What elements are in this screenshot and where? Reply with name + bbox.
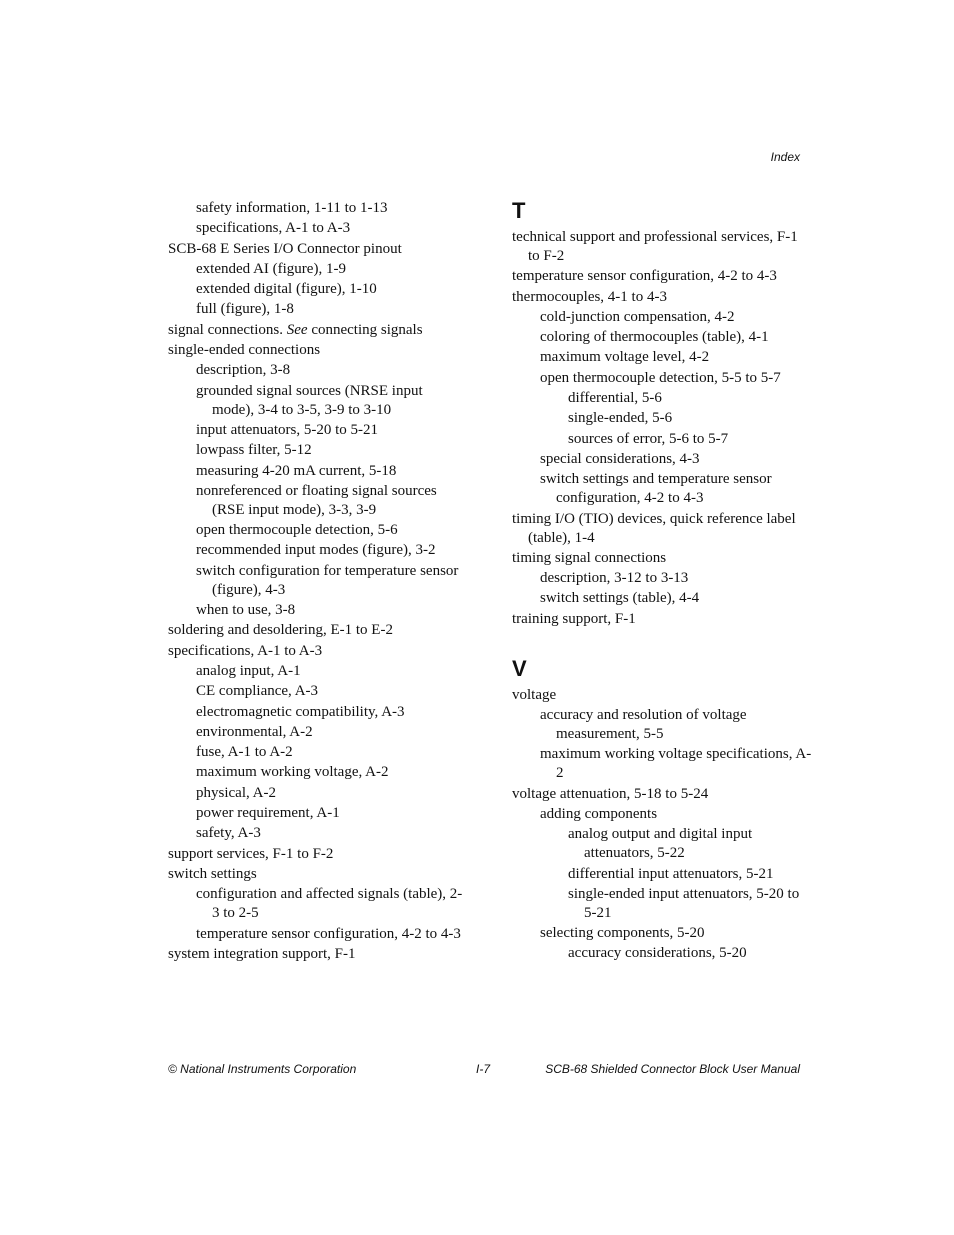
index-entry-level-1: timing signal connections [512, 549, 667, 566]
index-entry-level-2: electromagnetic compatibility, A-3 [196, 703, 405, 720]
page-footer [168, 1062, 800, 1078]
index-entry-level-2: description, 3-8 [196, 362, 291, 379]
index-entry-level-2: switch settings and temperature sensor configuration, 4-2 to 4-3 [540, 471, 772, 507]
index-entry-level-2: measuring 4-20 mA current, 5-18 [196, 462, 397, 479]
index-entry-level-1: technical support and professional services, F-1 to F-2 [512, 229, 798, 264]
index-entry-level-1: system integration support, F-1 [168, 945, 356, 962]
index-entry-level-2: specifications, A-1 to A-3 [196, 220, 351, 237]
index-entry-level-3: differential, 5-6 [568, 390, 662, 407]
index-entry-level-1: soldering and desoldering, E-1 to E-2 [168, 622, 393, 639]
index-entry-level-2: physical, A-2 [196, 784, 276, 801]
index-entry-level-3: sources of error, 5-6 to 5-7 [568, 430, 729, 447]
index-entry-level-2: open thermocouple detection, 5-6 [196, 522, 398, 539]
index-entry-level-2: open thermocouple detection, 5-5 to 5-7 [540, 369, 781, 386]
index-entry-level-1: voltage attenuation, 5-18 to 5-24 [512, 785, 709, 802]
page-number: I-7 [476, 1062, 491, 1076]
index-letter-heading: T [512, 198, 526, 223]
index-entry-level-3: accuracy considerations, 5-20 [568, 945, 747, 962]
index-entry-level-2: temperature sensor configuration, 4-2 to 4-3 [196, 925, 461, 942]
index-entry-level-2: grounded signal sources (NRSE input mode), 3-4 to 3-5, 3-9 to 3-10 [196, 382, 423, 418]
index-entry-level-1: SCB-68 E Series I/O Connector pinout [168, 240, 402, 257]
index-entry-level-2: CE compliance, A-3 [196, 683, 319, 700]
index-entry-level-1: training support, F-1 [512, 610, 636, 627]
index-entry-level-2: analog input, A-1 [196, 662, 301, 679]
see-reference: See [286, 321, 308, 338]
index-letter-heading: V [512, 655, 527, 681]
index-entry-level-2: extended digital (figure), 1-10 [196, 281, 377, 298]
index-entry-text: signal connections. [168, 321, 287, 338]
index-entry-level-1: support services, F-1 to F-2 [168, 845, 334, 862]
index-entry-level-2: environmental, A-2 [196, 723, 313, 740]
index-entry-level-2: accuracy and resolution of voltage measurement, 5-5 [540, 707, 747, 743]
index-entry-level-2: safety, A-3 [196, 825, 261, 842]
index-entry-level-2: input attenuators, 5-20 to 5-21 [196, 421, 379, 438]
index-entry-level-2: switch configuration for temperature sensor (figure), 4-3 [196, 562, 459, 598]
index-entry-level-1: voltage [512, 686, 557, 703]
index-entry-level-3: single-ended input attenuators, 5-20 to 5-21 [568, 885, 800, 921]
index-entry-level-1: specifications, A-1 to A-3 [168, 642, 323, 659]
index-entry-level-2: nonreferenced or floating signal sources (RSE input mode), 3-3, 3-9 [196, 482, 437, 518]
manual-title: SCB-68 Shielded Connector Block User Manual [545, 1062, 800, 1076]
running-header: Index [770, 150, 800, 164]
index-entry-level-2: extended AI (figure), 1-9 [196, 260, 346, 277]
index-entry-level-2: maximum working voltage specifications, A-2 [540, 746, 812, 782]
index-entry-level-1 [168, 321, 468, 340]
index-entry-level-2: maximum working voltage, A-2 [196, 764, 389, 781]
index-entry-level-2: selecting components, 5-20 [540, 925, 705, 942]
index-entry-level-1: switch settings [168, 865, 257, 882]
index-entry-level-1: single-ended connections [168, 342, 321, 359]
index-entry-level-2: switch settings (table), 4-4 [540, 590, 700, 607]
index-entry-level-1: thermocouples, 4-1 to 4-3 [512, 288, 667, 305]
index-entry-level-1: timing I/O (TIO) devices, quick reference label (table), 1-4 [512, 510, 796, 546]
index-column-right [512, 199, 812, 965]
see-target: connecting signals [307, 321, 423, 338]
index-entry-level-2: maximum voltage level, 4-2 [540, 349, 710, 366]
index-entry-level-3: differential input attenuators, 5-21 [568, 865, 774, 882]
index-entry-level-1: temperature sensor configuration, 4-2 to 4-3 [512, 268, 777, 285]
index-entry-level-2: description, 3-12 to 3-13 [540, 570, 689, 587]
index-entry-level-2: coloring of thermocouples (table), 4-1 [540, 329, 769, 346]
index-entry-level-2: fuse, A-1 to A-2 [196, 744, 293, 761]
index-entry-level-2: adding components [540, 805, 658, 822]
index-entry-level-3: analog output and digital input attenuators, 5-22 [568, 826, 753, 862]
index-entry-level-2: full (figure), 1-8 [196, 301, 294, 318]
index-column-left [168, 199, 468, 965]
index-entry-level-2: lowpass filter, 5-12 [196, 442, 312, 459]
footer-copyright: © National Instruments Corporation [168, 1062, 357, 1076]
index-entry-level-2: safety information, 1-11 to 1-13 [196, 200, 388, 216]
index-entry-level-2: when to use, 3-8 [196, 602, 296, 619]
index-entry-level-2: special considerations, 4-3 [540, 450, 700, 467]
index-entry-level-2: recommended input modes (figure), 3-2 [196, 542, 436, 559]
index-entry-level-2: power requirement, A-1 [196, 805, 340, 822]
index-entry-level-3: single-ended, 5-6 [568, 410, 673, 427]
index-entry-level-2: cold-junction compensation, 4-2 [540, 308, 735, 325]
index-entry-level-2: configuration and affected signals (table), 2-3 to 2-5 [196, 886, 463, 922]
